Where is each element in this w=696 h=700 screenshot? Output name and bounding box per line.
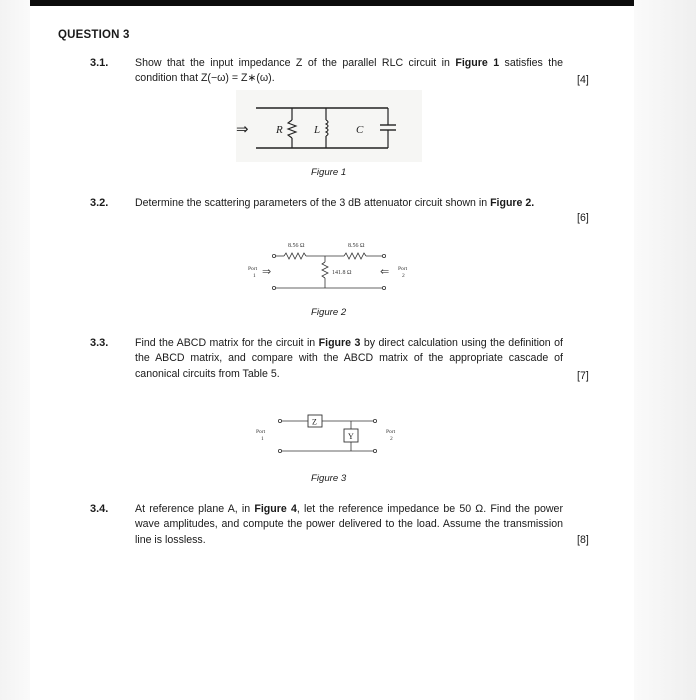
marks-label: [4] bbox=[577, 74, 589, 86]
question-number: 3.4. bbox=[90, 503, 109, 515]
r1-value: 8.56 Ω bbox=[288, 243, 305, 249]
marks-label: [8] bbox=[577, 534, 589, 546]
l-label: L bbox=[314, 124, 321, 136]
question-number: 3.3. bbox=[90, 337, 109, 349]
question-heading: QUESTION 3 bbox=[58, 29, 130, 41]
port-2-number: 2 bbox=[402, 273, 405, 279]
input-arrow-icon: ⇒ bbox=[236, 122, 249, 138]
left-margin bbox=[0, 0, 30, 700]
figure-1-rlc-circuit bbox=[236, 90, 422, 162]
port-1-number: 1 bbox=[253, 273, 256, 279]
port-2-arrow-icon: ⇐ bbox=[380, 266, 390, 278]
figure-1-caption: Figure 1 bbox=[311, 167, 347, 178]
figure-2-caption: Figure 2 bbox=[311, 307, 347, 318]
r2-value: 8.56 Ω bbox=[348, 243, 365, 249]
question-text: Show that the input impedance Z of the parallel RLC circuit in Figure 1 satisfies the condition that Z(−ω) = Z∗(ω). bbox=[135, 57, 563, 85]
port-1-arrow-icon: ⇒ bbox=[262, 266, 272, 278]
question-number: 3.1. bbox=[90, 57, 109, 69]
question-number: 3.2. bbox=[90, 197, 109, 209]
z-impedance-label: Z bbox=[312, 417, 317, 427]
figure-3-caption: Figure 3 bbox=[311, 473, 347, 484]
c-label: C bbox=[356, 124, 364, 136]
question-text: At reference plane A, in Figure 4, let the reference impedance be 50 Ω. Find the power wave amplitudes, and compute the power delivered to the load. Assume the transmission line is lossless. bbox=[135, 503, 563, 546]
port-2-label: Port bbox=[386, 429, 396, 435]
port-1-label: Port bbox=[256, 429, 266, 435]
port-2-number: 2 bbox=[390, 436, 393, 442]
marks-label: [7] bbox=[577, 370, 589, 382]
port-2-label: Port bbox=[398, 266, 408, 272]
y-admittance-label: Y bbox=[348, 432, 354, 441]
r-label: R bbox=[276, 124, 283, 136]
figure-2-attenuator-circuit bbox=[244, 236, 414, 296]
marks-label: [6] bbox=[577, 212, 589, 224]
port-1-label: Port bbox=[248, 266, 258, 272]
right-margin bbox=[634, 0, 696, 700]
r3-value: 141.8 Ω bbox=[332, 270, 352, 276]
question-text: Find the ABCD matrix for the circuit in Figure 3 by direct calculation using the definition of the ABCD matrix, and compare with the ABCD matrix of the appropriate cascade of canonical circuits from Table 5. bbox=[135, 337, 563, 380]
figure-3-cascade-circuit bbox=[250, 408, 410, 458]
question-text: Determine the scattering parameters of the 3 dB attenuator circuit shown in Figure 2. bbox=[135, 197, 535, 209]
port-1-number: 1 bbox=[261, 436, 264, 442]
